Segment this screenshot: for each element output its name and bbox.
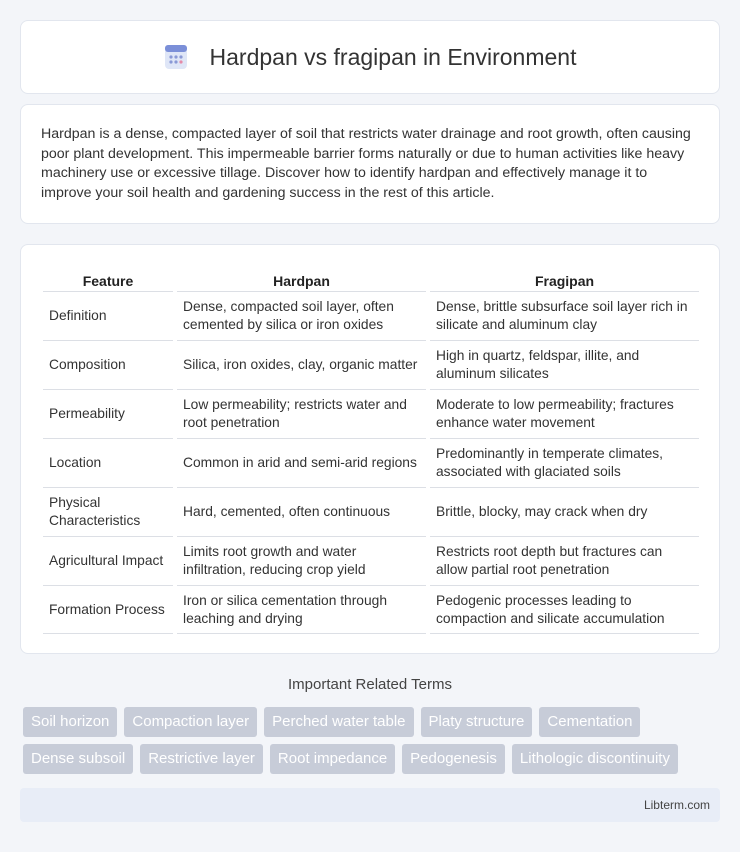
table-row bbox=[43, 340, 699, 389]
table-row bbox=[43, 487, 699, 536]
header-feature: Feature bbox=[82, 273, 134, 289]
cell-hardpan: Iron or silica cementation through leaching and drying bbox=[177, 585, 426, 634]
tag-restrictive-layer[interactable]: Restrictive layer bbox=[140, 744, 263, 774]
comparison-table bbox=[43, 265, 699, 634]
tag-dense-subsoil[interactable]: Dense subsoil bbox=[23, 744, 133, 774]
page-title-text: Hardpan vs fragipan in Environment bbox=[209, 43, 577, 70]
table-row bbox=[43, 389, 699, 438]
tag-row bbox=[23, 744, 723, 774]
cell-feature: Formation Process bbox=[43, 585, 173, 634]
cell-hardpan: Dense, compacted soil layer, often cemented by silica or iron oxides bbox=[177, 291, 426, 340]
header-card bbox=[20, 20, 720, 94]
cell-feature: Agricultural Impact bbox=[43, 536, 173, 585]
tag-platy-structure[interactable]: Platy structure bbox=[421, 707, 533, 737]
related-terms-title: Important Related Terms bbox=[288, 676, 452, 693]
cell-fragipan: Moderate to low permeability; fractures enhance water movement bbox=[430, 389, 699, 438]
cell-hardpan: Low permeability; restricts water and root penetration bbox=[177, 389, 426, 438]
tag-row bbox=[23, 707, 723, 737]
cell-feature: Location bbox=[43, 438, 173, 487]
cell-hardpan: Common in arid and semi-arid regions bbox=[177, 438, 426, 487]
tag-perched-water-table[interactable]: Perched water table bbox=[264, 707, 413, 737]
tag-lithologic-discontinuity[interactable]: Lithologic discontinuity bbox=[512, 744, 678, 774]
header-hardpan: Hardpan bbox=[273, 273, 330, 289]
tag-soil-horizon[interactable]: Soil horizon bbox=[23, 707, 117, 737]
table-row bbox=[43, 438, 699, 487]
table-row bbox=[43, 536, 699, 585]
cell-fragipan: Brittle, blocky, may crack when dry bbox=[430, 487, 699, 536]
cell-hardpan: Hard, cemented, often continuous bbox=[177, 487, 426, 536]
tag-root-impedance[interactable]: Root impedance bbox=[270, 744, 395, 774]
table-row bbox=[43, 585, 699, 634]
cell-fragipan: High in quartz, feldspar, illite, and aluminum silicates bbox=[430, 340, 699, 389]
cell-feature: Definition bbox=[43, 291, 173, 340]
related-terms bbox=[23, 707, 723, 781]
tag-cementation[interactable]: Cementation bbox=[539, 707, 640, 737]
intro-card bbox=[20, 104, 720, 224]
cell-feature: Physical Characteristics bbox=[43, 487, 173, 536]
table-header-row bbox=[43, 265, 699, 291]
tag-compaction-layer[interactable]: Compaction layer bbox=[124, 707, 257, 737]
footer bbox=[20, 788, 720, 822]
footer-link[interactable]: Libterm.com bbox=[643, 798, 710, 812]
table-row bbox=[43, 291, 699, 340]
cell-feature: Composition bbox=[43, 340, 173, 389]
intro-text: Hardpan is a dense, compacted layer of soil that restricts water drainage and root growth, often causing poor plant development. This impermeable barrier forms naturally or due to human activities like heavy machinery use or excessive tillage. Discover how to identify hardpan and effectively manage it to improve your soil health and gardening success in the rest of this article. bbox=[41, 126, 691, 201]
cell-hardpan: Silica, iron oxides, clay, organic matter bbox=[177, 340, 426, 389]
header-fragipan: Fragipan bbox=[534, 273, 595, 289]
calculator-icon bbox=[164, 44, 188, 70]
cell-fragipan: Predominantly in temperate climates, associated with glaciated soils bbox=[430, 438, 699, 487]
cell-fragipan: Dense, brittle subsurface soil layer rich in silicate and aluminum clay bbox=[430, 291, 699, 340]
cell-fragipan: Restricts root depth but fractures can allow partial root penetration bbox=[430, 536, 699, 585]
cell-feature: Permeability bbox=[43, 389, 173, 438]
cell-hardpan: Limits root growth and water infiltration, reducing crop yield bbox=[177, 536, 426, 585]
tag-pedogenesis[interactable]: Pedogenesis bbox=[402, 744, 505, 774]
cell-fragipan: Pedogenic processes leading to compaction and silicate accumulation bbox=[430, 585, 699, 634]
comparison-card bbox=[20, 244, 720, 654]
page-title bbox=[164, 44, 577, 71]
